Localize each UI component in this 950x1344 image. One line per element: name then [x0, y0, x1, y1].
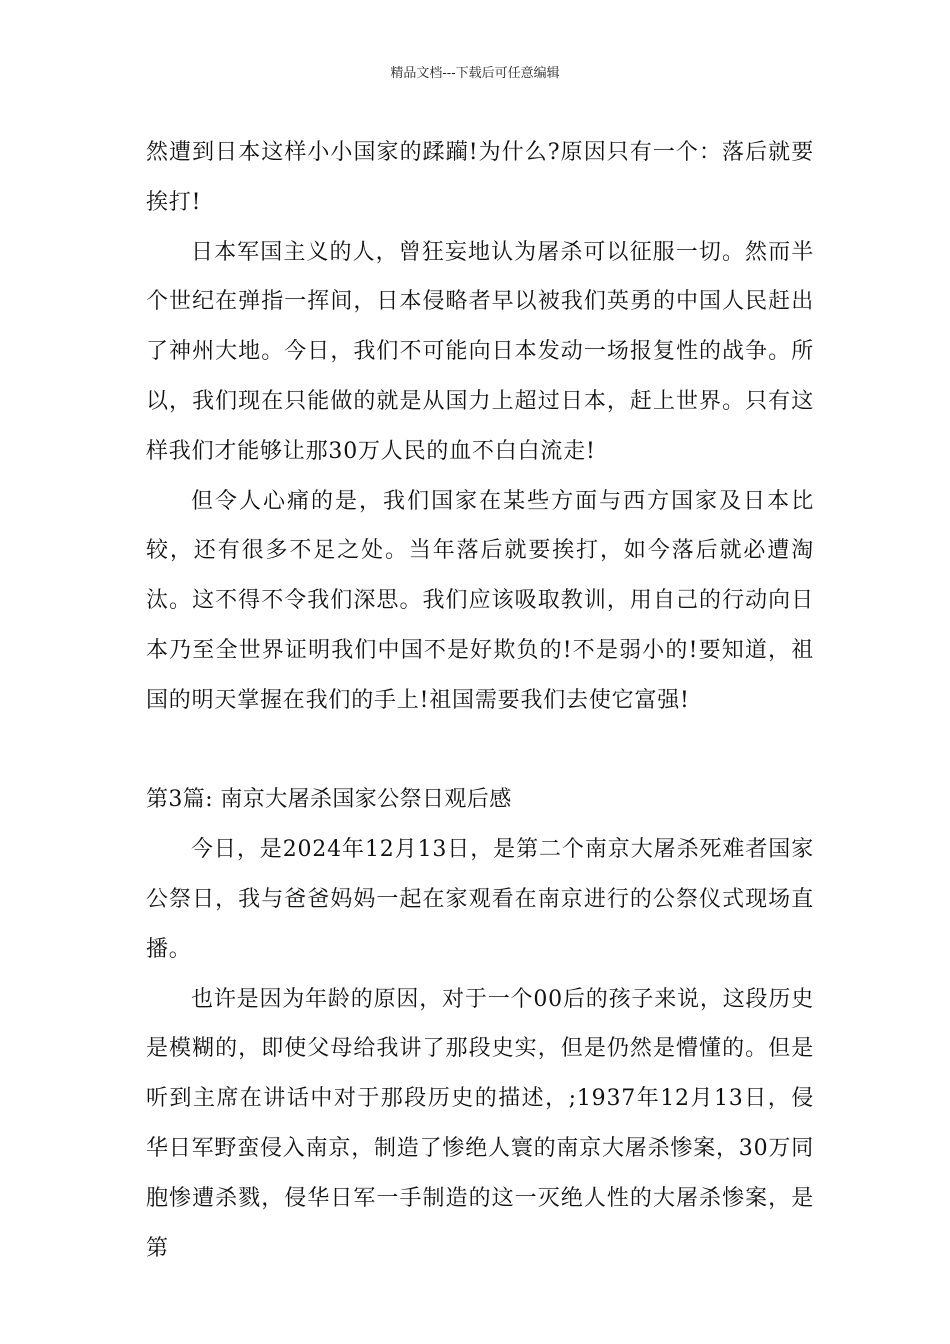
paragraph-continuation: 然遭到日本这样小小国家的蹂躏!为什么?原因只有一个：落后就要挨打!: [146, 140, 814, 215]
page-header: 精品文档---下载后可任意编辑: [390, 66, 560, 81]
paragraph-lessons: 但令人心痛的是，我们国家在某些方面与西方国家及日本比较，还有很多不足之处。当年落后就要挨打，如今落后就必遭淘汰。这不得不令我们深思。我们应该吸取教训，用自己的行动向日本乃至全世界证明我们中国不是好欺负的!不是弱小的!要知道，祖国的明天掌握在我们的手上!祖国需要我们去使它富强!: [146, 488, 814, 713]
document-body: [146, 128, 814, 1273]
paragraph-memorial-day: 今日，是2024年12月13日，是第二个南京大屠杀死难者国家公祭日，我与爸爸妈妈一起在家观看在南京进行的公祭仪式现场直播。: [146, 837, 814, 962]
paragraph-militarism: 日本军国主义的人，曾狂妄地认为屠杀可以征服一切。然而半个世纪在弹指一挥间，日本侵略者早以被我们英勇的中国人民赶出了神州大地。今日，我们不可能向日本发动一场报复性的战争。所以，我们现在只能做的就是从国力上超过日本，赶上世界。只有这样我们才能够让那30万人民的血不白白流走!: [146, 239, 814, 464]
section-heading: 第3篇: 南京大屠杀国家公祭日观后感: [146, 787, 512, 813]
paragraph-history: 也许是因为年龄的原因，对于一个00后的孩子来说，这段历史是模糊的，即使父母给我讲了那段史实，但是仍然是懵懂的。但是听到主席在讲话中对于那段历史的描述，;1937年12月13日，侵华日军野蛮侵入南京，制造了惨绝人寰的南京大屠杀惨案，30万同胞惨遭杀戮，侵华日军一手制造的这一灭绝人性的大屠杀惨案，是第: [146, 986, 814, 1261]
